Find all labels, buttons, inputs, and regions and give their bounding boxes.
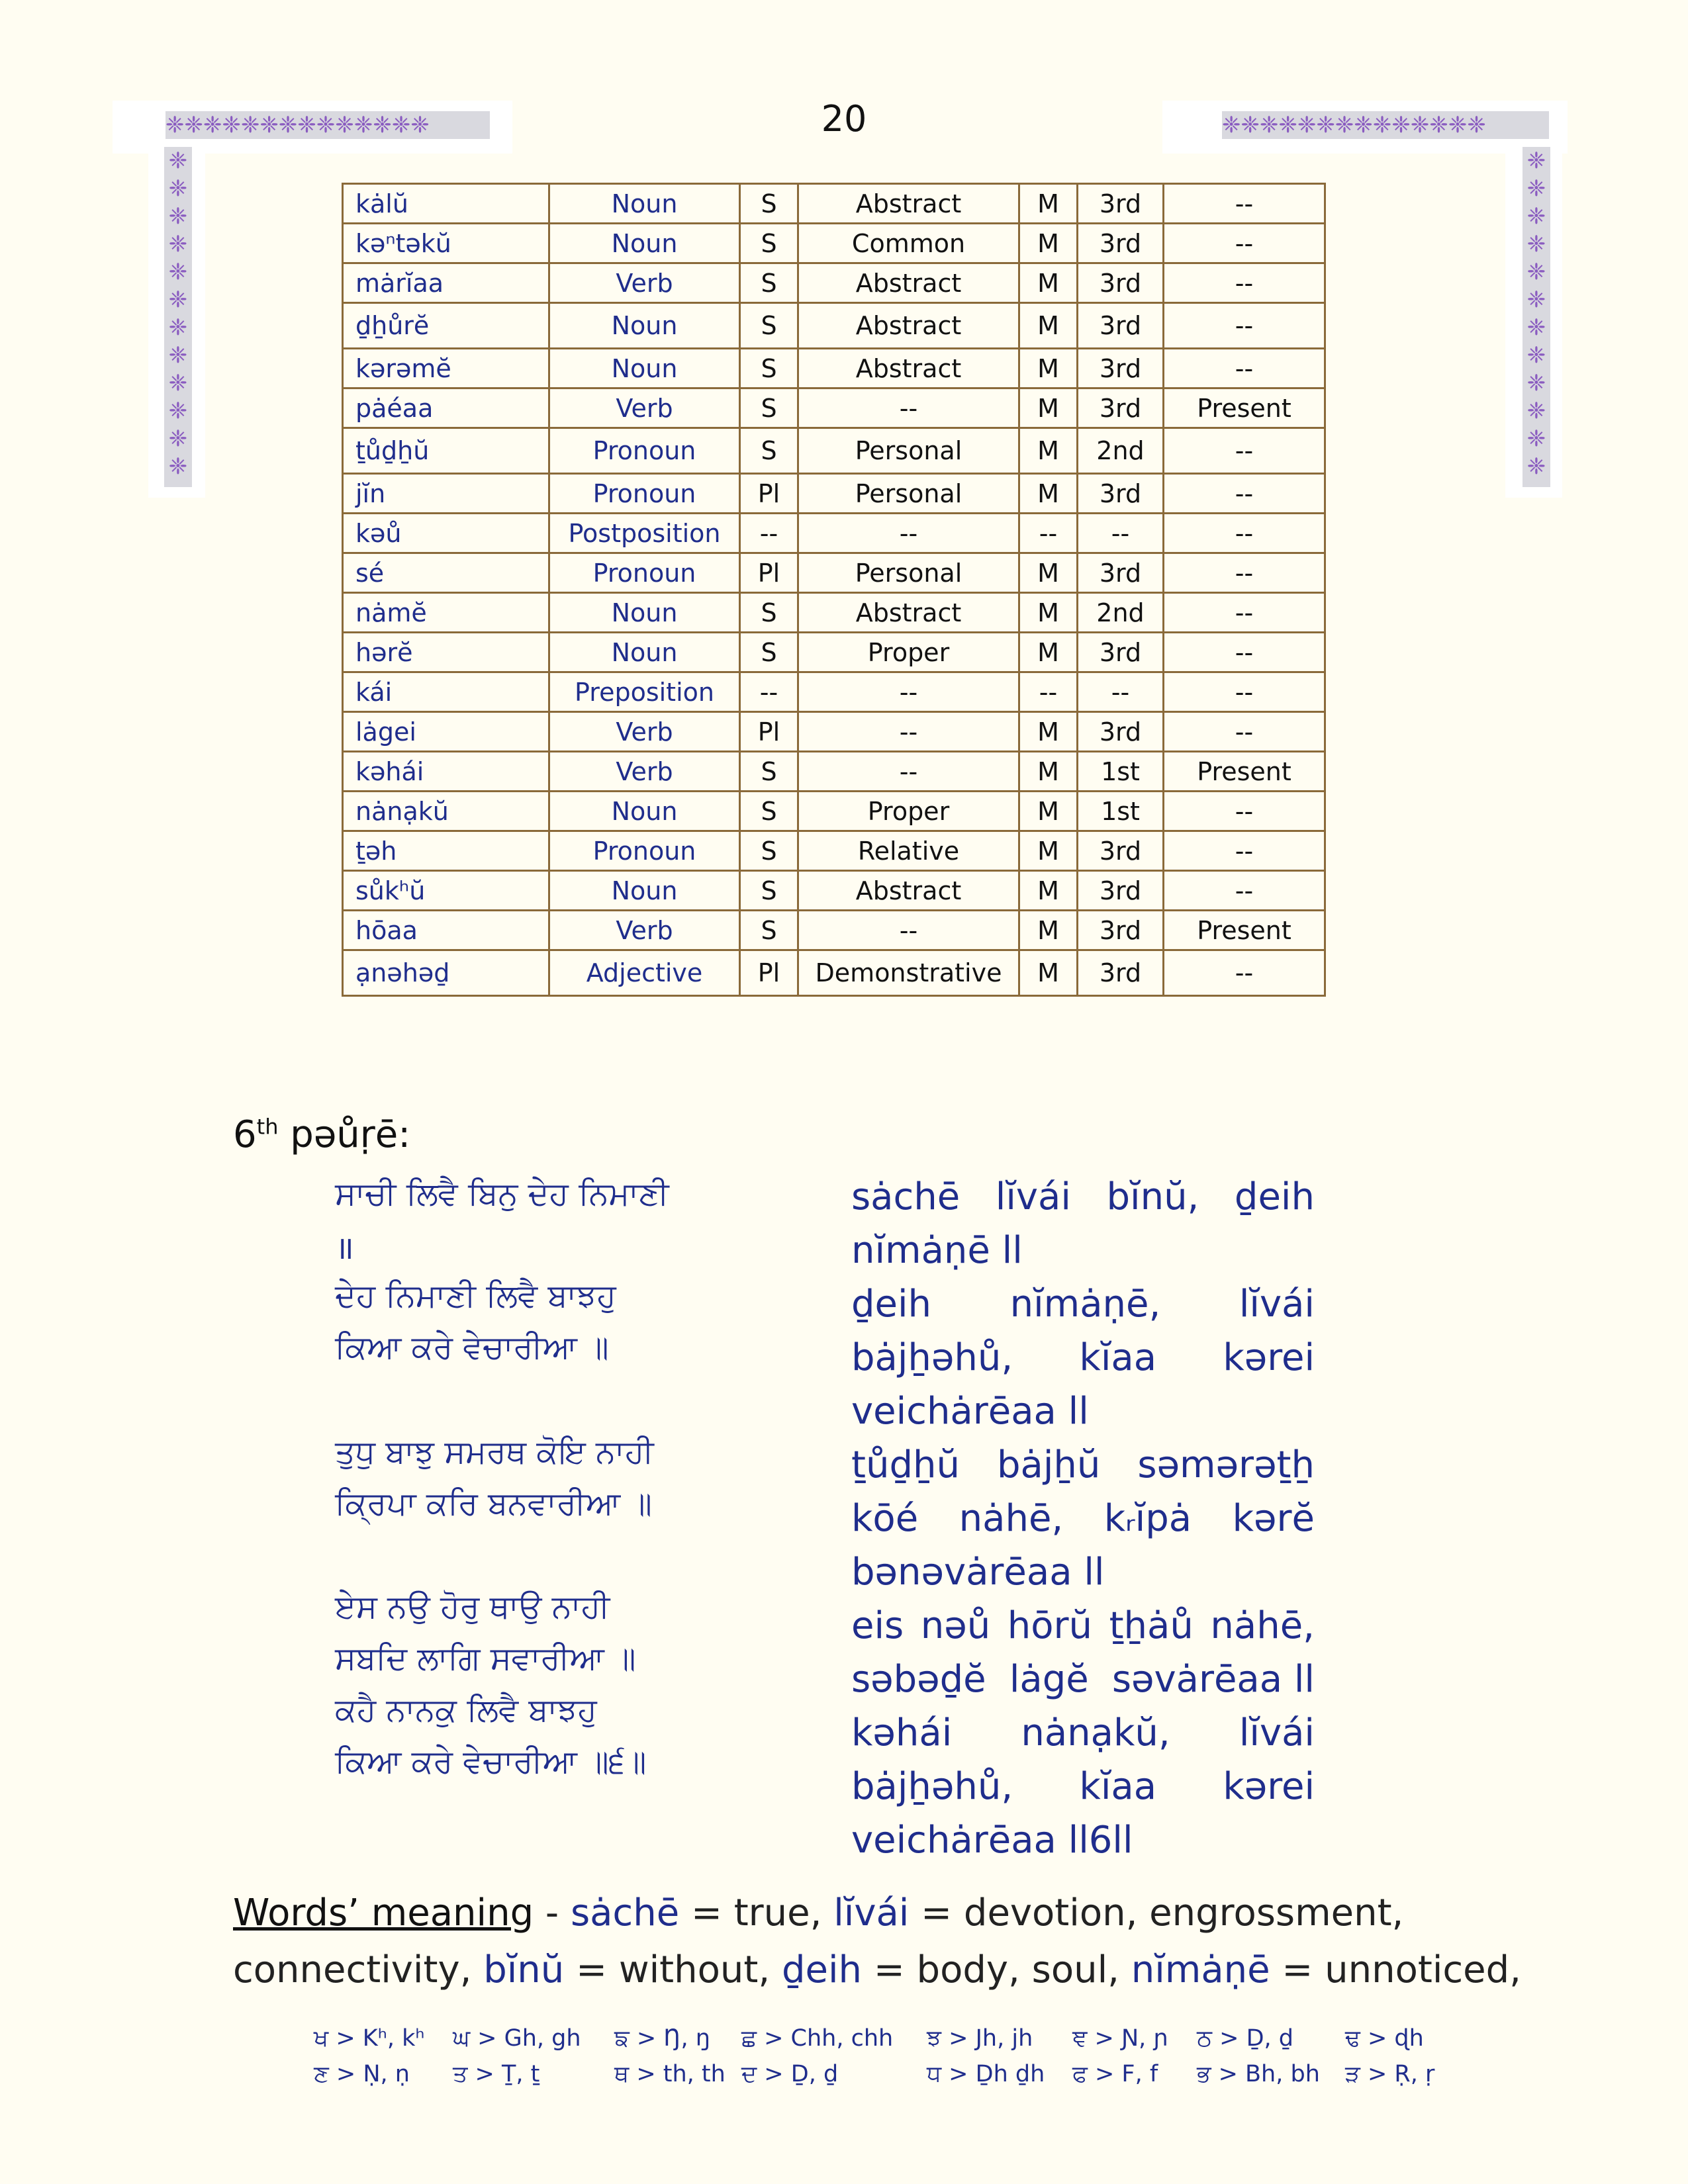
cell-part-of-speech: Verb [549,712,740,752]
gurmukhi-line: ॥ [335,1230,354,1267]
meaning-text: = unnoticed, [1270,1948,1521,1991]
legend-item: ਦ > Ḏ, ḏ [741,2061,839,2087]
cell-person: 3rd [1078,950,1164,996]
cell-word: kái [343,672,549,712]
cell-gender: M [1019,831,1078,871]
meaning-line [233,1942,1521,1999]
table-row [343,514,1325,553]
cell-gender: M [1019,950,1078,996]
cell-gender: M [1019,303,1078,349]
meaning-text: - [534,1891,571,1934]
cell-part-of-speech: Pronoun [549,831,740,871]
cell-person: 3rd [1078,474,1164,514]
cell-gender: M [1019,593,1078,633]
star-border-top-left: ❈❈❈❈❈❈❈❈❈❈❈❈❈❈ [165,111,490,139]
transliteration-line [851,1443,1315,1486]
transliteration-word: veichȧrēaa ll6ll [851,1819,1133,1862]
cell-word: nȧnạkŭ [343,792,549,831]
cell-type: Personal [798,553,1019,593]
cell-tense: -- [1164,474,1325,514]
transliteration-word: sȧchē [851,1175,961,1218]
cell-word: mȧrĭaa [343,263,549,303]
cell-type: Personal [798,474,1019,514]
cell-person: 3rd [1078,712,1164,752]
cell-number: S [740,303,798,349]
transliteration-word: nȧhē, [959,1497,1064,1540]
table-row [343,593,1325,633]
star-border-right: ❈❈❈❈❈❈❈❈❈❈❈❈ [1523,147,1550,487]
table-row [343,792,1325,831]
cell-number: S [740,752,798,792]
transliteration-line [851,1551,1315,1594]
cell-gender: M [1019,553,1078,593]
transliteration-word: nəů [920,1604,991,1647]
legend-item: ਤ > Ṯ, ṯ [453,2061,540,2087]
cell-gender: M [1019,224,1078,263]
gurmukhi-line: ਸਬਦਿ ਲਾਗਿ ਸਵਾਰੀਆ ॥ [335,1640,636,1677]
cell-part-of-speech: Postposition [549,514,740,553]
transliteration-word: kᵣĭpȧ [1103,1497,1192,1540]
cell-number: S [740,388,798,428]
transliteration-word: nĭmȧṇē ll [851,1229,1023,1272]
cell-word: kəhái [343,752,549,792]
transliteration-line [851,1229,1315,1272]
cell-number: S [740,428,798,474]
cell-gender: M [1019,349,1078,388]
cell-number: S [740,593,798,633]
cell-gender: M [1019,792,1078,831]
legend-item: ਧ > Ḏh ḏh [927,2061,1045,2087]
cell-number: S [740,633,798,672]
legend-item: ਥ > th, th [614,2061,726,2087]
legend-item: ਢ > ɖh [1345,2025,1424,2052]
legend-item: ਫ > F, f [1072,2061,1158,2087]
cell-gender: M [1019,184,1078,224]
legend-item: ਠ > Ḏ, ḏ [1197,2025,1293,2052]
legend-item: ਛ > Chh, chh [741,2025,894,2052]
legend-item: ਞ > Ɲ, ɲ [1072,2025,1168,2052]
transliteration-word: bĭnŭ, [1106,1175,1199,1218]
meaning-word: sȧchē [570,1891,680,1934]
meaning-text: = true, [679,1891,834,1934]
gurmukhi-line: ਦੇਹ ਨਿਮਾਣੀ ਲਿਵੈ ਬਾਝਹੁ [335,1277,616,1314]
gurmukhi-line: ਸਾਚੀ ਲਿਵੈ ਬਿਨੁ ਦੇਹ ਨਿਮਾਣੀ [335,1175,669,1212]
cell-number: S [740,792,798,831]
stanza-heading [233,1113,410,1156]
cell-person: 3rd [1078,871,1164,911]
cell-type: -- [798,712,1019,752]
cell-number: S [740,911,798,950]
table-row [343,224,1325,263]
transliteration-word: lȧgĕ [1009,1658,1089,1701]
meaning-word: bĭnŭ [483,1948,565,1991]
cell-number: Pl [740,712,798,752]
table-row [343,184,1325,224]
meaning-text: = body, soul, [862,1948,1131,1991]
cell-type: Abstract [798,184,1019,224]
cell-type: Relative [798,831,1019,871]
cell-type: Proper [798,633,1019,672]
table-row [343,388,1325,428]
transliteration-word: bənəvȧrēaa ll [851,1551,1105,1594]
cell-number: Pl [740,553,798,593]
transliteration-word: bȧjẖŭ [997,1443,1101,1486]
cell-part-of-speech: Noun [549,184,740,224]
cell-tense: Present [1164,752,1325,792]
cell-tense: -- [1164,792,1325,831]
table-row [343,428,1325,474]
transliteration-line [851,1390,1315,1433]
cell-part-of-speech: Preposition [549,672,740,712]
cell-gender: M [1019,712,1078,752]
transliteration-word: kərĕ [1232,1497,1315,1540]
cell-word: jĭn [343,474,549,514]
cell-gender: M [1019,388,1078,428]
cell-number: S [740,224,798,263]
cell-person: 3rd [1078,553,1164,593]
cell-part-of-speech: Verb [549,388,740,428]
transliteration-word: bȧjẖəhů, [851,1765,1013,1808]
gurmukhi-line: ਤੁਧੁ ਬਾਝੁ ਸਮਰਥ ਕੋਇ ਨਾਹੀ [335,1433,654,1471]
transliteration-word: lĭvái [1239,1283,1315,1326]
cell-tense: Present [1164,388,1325,428]
cell-tense: -- [1164,514,1325,553]
cell-gender: M [1019,633,1078,672]
transliteration-word: kərei [1223,1336,1315,1379]
cell-type: Abstract [798,593,1019,633]
cell-word: ṯəh [343,831,549,871]
meaning-word: lĭvái [833,1891,910,1934]
transliteration-word: səmərəṯẖ [1137,1443,1315,1486]
cell-person: -- [1078,514,1164,553]
cell-type: Abstract [798,303,1019,349]
table-row [343,871,1325,911]
transliteration-word: eis [851,1604,904,1647]
cell-number: S [740,349,798,388]
cell-type: Personal [798,428,1019,474]
cell-number: -- [740,514,798,553]
legend-item: ਘ > Gh, gh [453,2025,581,2052]
gurmukhi-line: ਕਿਆ ਕਰੇ ਵੇਚਾਰੀਆ ॥ [335,1329,609,1366]
cell-person: 1st [1078,752,1164,792]
cell-number: -- [740,672,798,712]
cell-part-of-speech: Noun [549,303,740,349]
grammar-table [342,183,1326,997]
transliteration-word: kĭaa [1079,1336,1157,1379]
cell-part-of-speech: Noun [549,593,740,633]
cell-gender: -- [1019,672,1078,712]
transliteration-word: ḏeih [1234,1175,1315,1218]
cell-gender: -- [1019,514,1078,553]
transliteration-line [851,1711,1315,1754]
cell-part-of-speech: Noun [549,633,740,672]
transliteration-word: ṯůḏẖŭ [851,1443,960,1486]
table-row [343,911,1325,950]
stanza-title: pəůṛē: [290,1113,411,1156]
table-row [343,712,1325,752]
transliteration-line [851,1497,1315,1540]
transliteration-word: ṯẖȧů [1109,1604,1194,1647]
cell-tense: -- [1164,224,1325,263]
cell-part-of-speech: Noun [549,349,740,388]
transliteration-word: kəhái [851,1711,953,1754]
table-row [343,553,1325,593]
cell-number: S [740,871,798,911]
cell-tense: -- [1164,263,1325,303]
cell-part-of-speech: Noun [549,792,740,831]
cell-word: kȧlŭ [343,184,549,224]
star-border-left: ❈❈❈❈❈❈❈❈❈❈❈❈ [164,147,192,487]
cell-tense: -- [1164,712,1325,752]
cell-person: 3rd [1078,263,1164,303]
transliteration-word: veichȧrēaa ll [851,1390,1089,1433]
cell-part-of-speech: Verb [549,911,740,950]
cell-word: ḏẖůrĕ [343,303,549,349]
cell-type: -- [798,388,1019,428]
gurmukhi-line: ਏਸ ਨਉ ਹੋਰੁ ਥਾਉ ਨਾਹੀ [335,1588,610,1625]
table-row [343,633,1325,672]
cell-word: hərĕ [343,633,549,672]
cell-person: 3rd [1078,303,1164,349]
transliteration-word: səvȧrēaa ll [1111,1658,1315,1701]
cell-type: Abstract [798,263,1019,303]
gurmukhi-line: ਕਿਆ ਕਰੇ ਵੇਚਾਰੀਆ ॥੬॥ [335,1743,647,1780]
gurmukhi-line: ਕ੍ਰਿਪਾ ਕਰਿ ਬਨਵਾਰੀਆ ॥ [335,1485,652,1522]
legend-item: ਖ > Kʰ, kʰ [314,2025,425,2052]
legend-item: ੜ > Ṛ, ṛ [1345,2061,1435,2087]
words-meaning [233,1885,1521,1999]
cell-tense: -- [1164,871,1325,911]
cell-tense: -- [1164,428,1325,474]
transliteration-word: səbəḏĕ [851,1658,986,1701]
cell-tense: Present [1164,911,1325,950]
transliteration-word: nȧnạkŭ, [1021,1711,1170,1754]
meaning-label: Words’ meaning [233,1891,534,1934]
cell-type: Abstract [798,349,1019,388]
cell-word: kəⁿtəkŭ [343,224,549,263]
meaning-line [233,1885,1451,1942]
cell-tense: -- [1164,553,1325,593]
cell-tense: -- [1164,950,1325,996]
table-row [343,303,1325,349]
cell-word: sé [343,553,549,593]
cell-person: 1st [1078,792,1164,831]
transliteration-line [851,1604,1315,1647]
cell-part-of-speech: Verb [549,263,740,303]
cell-word: ṯůḏẖŭ [343,428,549,474]
cell-word: sůkʰŭ [343,871,549,911]
cell-tense: -- [1164,184,1325,224]
meaning-word: ḏeih [781,1948,863,1991]
cell-part-of-speech: Noun [549,871,740,911]
cell-part-of-speech: Adjective [549,950,740,996]
transliteration-word: nĭmȧṇē, [1009,1283,1161,1326]
cell-type: Abstract [798,871,1019,911]
cell-person: 2nd [1078,428,1164,474]
cell-word: kərəmĕ [343,349,549,388]
cell-part-of-speech: Pronoun [549,428,740,474]
transliteration-word: kərei [1223,1765,1315,1808]
cell-type: Common [798,224,1019,263]
transliteration-word: ḏeih [851,1283,932,1326]
transliteration-line [851,1765,1315,1808]
cell-person: 2nd [1078,593,1164,633]
cell-person: 3rd [1078,349,1164,388]
cell-part-of-speech: Pronoun [549,553,740,593]
cell-type: -- [798,672,1019,712]
cell-person: 3rd [1078,911,1164,950]
table-row [343,349,1325,388]
page-number: 20 [821,98,867,140]
cell-gender: M [1019,871,1078,911]
legend-item: ਝ > Jh, jh [927,2025,1033,2052]
cell-tense: -- [1164,831,1325,871]
cell-number: Pl [740,474,798,514]
table-row [343,950,1325,996]
cell-gender: M [1019,474,1078,514]
transliteration-line [851,1819,1315,1862]
table-row [343,752,1325,792]
cell-person: 3rd [1078,184,1164,224]
cell-part-of-speech: Verb [549,752,740,792]
cell-type: Proper [798,792,1019,831]
transliteration-word: lĭvái [995,1175,1071,1218]
cell-type: -- [798,752,1019,792]
transliteration-line [851,1658,1315,1701]
cell-type: -- [798,514,1019,553]
transliteration-word: nȧhē, [1210,1604,1315,1647]
table-row [343,474,1325,514]
legend-item: ਣ > Ṇ, ṇ [314,2061,410,2087]
cell-gender: M [1019,263,1078,303]
cell-number: S [740,263,798,303]
cell-gender: M [1019,428,1078,474]
cell-number: S [740,184,798,224]
cell-word: nȧmĕ [343,593,549,633]
cell-person: 3rd [1078,388,1164,428]
star-border-top-right: ❈❈❈❈❈❈❈❈❈❈❈❈❈❈ [1222,111,1549,139]
legend-item: ਙ > Ŋ, ŋ [614,2025,710,2052]
cell-tense: -- [1164,672,1325,712]
transliteration-word: bȧjẖəhů, [851,1336,1013,1379]
transliteration-word: kōé [851,1497,919,1540]
cell-word: kəů [343,514,549,553]
table-row [343,672,1325,712]
meaning-text: = devotion, engrossment, [909,1891,1404,1934]
cell-word: ạnəhəḏ [343,950,549,996]
transliteration-line [851,1175,1315,1218]
cell-number: Pl [740,950,798,996]
cell-tense: -- [1164,633,1325,672]
legend-item: ਭ > Bh, bh [1197,2061,1320,2087]
cell-word: pȧéaa [343,388,549,428]
meaning-word: nĭmȧṇē [1131,1948,1270,1991]
cell-person: 3rd [1078,831,1164,871]
transliteration-line [851,1283,1315,1326]
cell-part-of-speech: Noun [549,224,740,263]
table-row [343,831,1325,871]
stanza-number: 6 [233,1113,257,1156]
stanza-ordinal: th [256,1114,279,1140]
cell-person: 3rd [1078,633,1164,672]
transliteration-word: kĭaa [1079,1765,1157,1808]
gurmukhi-line: ਕਹੈ ਨਾਨਕੁ ਲਿਵੈ ਬਾਝਹੁ [335,1692,597,1729]
cell-number: S [740,831,798,871]
cell-person: 3rd [1078,224,1164,263]
cell-tense: -- [1164,303,1325,349]
meaning-text: = without, [564,1948,782,1991]
cell-type: Demonstrative [798,950,1019,996]
meaning-text: connectivity, [233,1948,484,1991]
table-row [343,263,1325,303]
transliteration-word: lĭvái [1239,1711,1315,1754]
transliteration-line [851,1336,1315,1379]
transliteration-word: hōrŭ [1007,1604,1093,1647]
cell-type: -- [798,911,1019,950]
cell-person: -- [1078,672,1164,712]
cell-part-of-speech: Pronoun [549,474,740,514]
cell-gender: M [1019,911,1078,950]
cell-gender: M [1019,752,1078,792]
cell-word: hōaa [343,911,549,950]
cell-tense: -- [1164,593,1325,633]
cell-tense: -- [1164,349,1325,388]
cell-word: lȧgei [343,712,549,752]
